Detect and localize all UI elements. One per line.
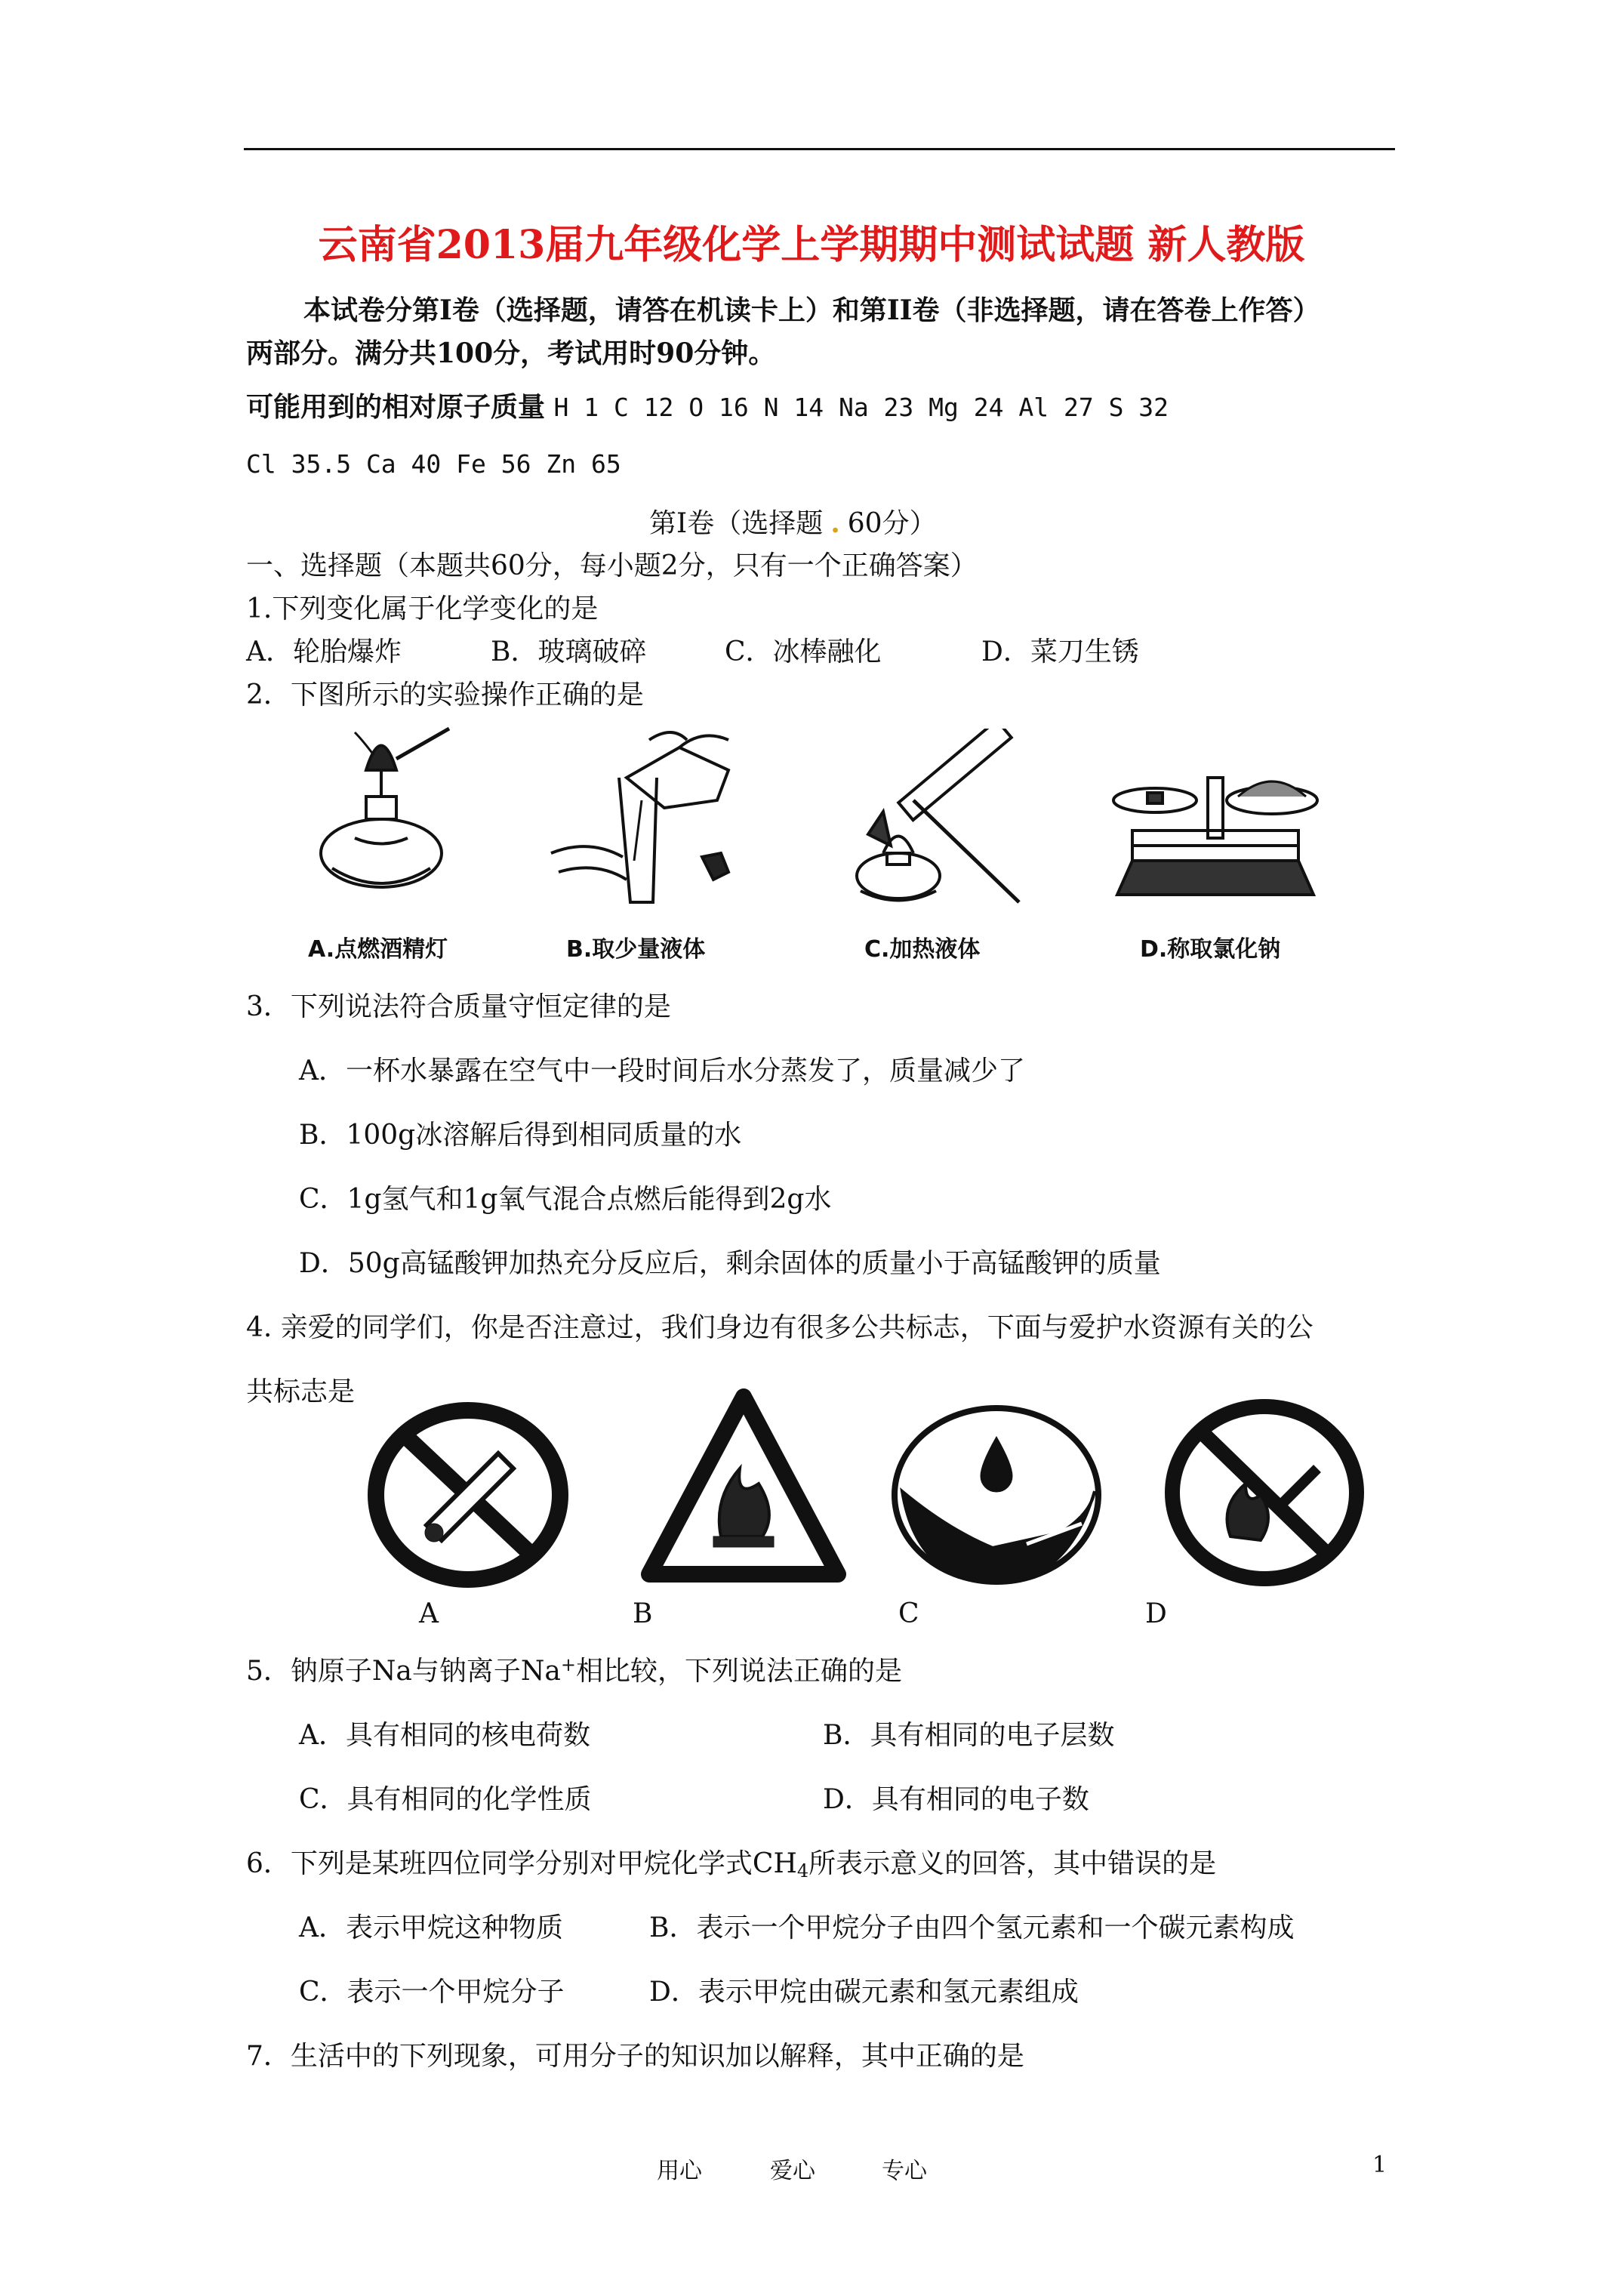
taking-liquid-illustration xyxy=(528,725,747,914)
q2-caption-c: C.加热液体 xyxy=(864,936,981,963)
q4-label-c: C xyxy=(898,1598,919,1629)
q6-stem xyxy=(246,1842,1216,1881)
section-heading-dot: . xyxy=(830,507,840,539)
atomic-masses-line-2: Cl 35.5 Ca 40 Fe 56 Zn 65 xyxy=(246,449,621,479)
q4-label-a: A xyxy=(419,1598,439,1629)
no-smoking-sign-icon xyxy=(366,1401,570,1589)
q5-option-b: B．具有相同的电子层数 xyxy=(823,1720,1115,1751)
q5-stem-text: 5．钠原子Na与钠离子Na xyxy=(246,1656,561,1687)
q6-formula-subscript: 4 xyxy=(796,1860,809,1881)
part-title: 一、选择题（本题共60分，每小题2分，只有一个正确答案） xyxy=(246,550,978,581)
q7-stem: 7．生活中的下列现象，可用分子的知识加以解释，其中正确的是 xyxy=(246,2041,1024,2072)
balance-weighing-illustration xyxy=(1102,770,1329,914)
q4-label-b: B xyxy=(633,1598,653,1629)
atomic-masses-label: 可能用到的相对原子质量 xyxy=(246,391,546,423)
header-rule xyxy=(244,148,1395,150)
q1-option-c: C．冰棒融化 xyxy=(725,636,882,667)
q6-stem-text: 6．下列是某班四位同学分别对甲烷化学式CH xyxy=(246,1848,797,1879)
intro-line-1: 本试卷分第Ⅰ卷（选择题，请答在机读卡上）和第II卷（非选择题，请在答卷上作答） xyxy=(303,294,1320,326)
q3-option-c: C．1g氢气和1g氧气混合点燃后能得到2g水 xyxy=(299,1184,832,1215)
q1-option-b: B．玻璃破碎 xyxy=(491,636,647,667)
atomic-masses-line-1 xyxy=(246,386,1169,424)
q5-stem xyxy=(246,1650,902,1688)
q3-stem: 3．下列说法符合质量守恒定律的是 xyxy=(246,991,671,1022)
q2-caption-a: A.点燃酒精灯 xyxy=(308,936,448,963)
footer-motto-3: 专心 xyxy=(882,2158,927,2184)
flammable-warning-sign-icon xyxy=(638,1385,849,1589)
heating-liquid-illustration xyxy=(838,729,1034,910)
q6-option-d: D．表示甲烷由碳元素和氢元素组成 xyxy=(649,1977,1079,2008)
q1-option-a: A．轮胎爆炸 xyxy=(246,636,402,667)
intro-line-2: 两部分。满分共100分，考试用时90分钟。 xyxy=(246,337,776,369)
footer-motto-2: 爱心 xyxy=(770,2158,815,2184)
q2-stem: 2．下图所示的实验操作正确的是 xyxy=(246,680,644,710)
footer-motto-1: 用心 xyxy=(657,2158,702,2184)
q5-option-d: D．具有相同的电子数 xyxy=(823,1784,1089,1815)
q5-stem-tail: 相比较，下列说法正确的是 xyxy=(575,1656,902,1687)
section-heading-score: 60分） xyxy=(847,508,937,539)
q4-stem-line-1: 4. 亲爱的同学们，你是否注意过，我们身边有很多公共标志，下面与爱护水资源有关的公 xyxy=(246,1312,1313,1343)
q5-charge-superscript: + xyxy=(560,1654,576,1675)
q3-option-b: B．100g冰溶解后得到相同质量的水 xyxy=(299,1120,742,1151)
q2-caption-d: D.称取氯化钠 xyxy=(1140,936,1281,963)
alcohol-lamp-lighting-illustration xyxy=(310,725,460,898)
q3-option-d: D．50g高锰酸钾加热充分反应后，剩余固体的质量小于高锰酸钾的质量 xyxy=(299,1248,1161,1279)
q1-stem: 1.下列变化属于化学变化的是 xyxy=(246,593,599,624)
q6-option-c: C．表示一个甲烷分子 xyxy=(299,1977,565,2008)
q6-option-b: B．表示一个甲烷分子由四个氢元素和一个碳元素构成 xyxy=(649,1912,1295,1943)
section-heading xyxy=(649,502,937,541)
q6-option-a: A．表示甲烷这种物质 xyxy=(299,1912,563,1943)
q5-option-c: C．具有相同的化学性质 xyxy=(299,1784,592,1815)
water-saving-sign-icon xyxy=(887,1401,1106,1589)
atomic-masses-values: H 1 C 12 O 16 N 14 Na 23 Mg 24 Al 27 S 32 xyxy=(553,393,1169,422)
no-open-flame-sign-icon xyxy=(1163,1397,1366,1589)
q6-stem-tail: 所表示意义的回答，其中错误的是 xyxy=(808,1848,1217,1879)
page-title: 云南省2013届九年级化学上学期期中测试试题 新人教版 xyxy=(318,222,1305,268)
q5-option-a: A．具有相同的核电荷数 xyxy=(299,1720,590,1751)
section-heading-text: 第Ⅰ卷（选择题 xyxy=(649,508,824,539)
q4-label-d: D xyxy=(1145,1598,1167,1629)
q1-option-d: D．菜刀生锈 xyxy=(981,636,1139,667)
q4-stem-line-2: 共标志是 xyxy=(246,1376,356,1407)
q2-caption-b: B.取少量液体 xyxy=(566,936,706,963)
page-number: 1 xyxy=(1372,2152,1387,2178)
q3-option-a: A．一杯水暴露在空气中一段时间后水分蒸发了，质量减少了 xyxy=(299,1056,1025,1086)
